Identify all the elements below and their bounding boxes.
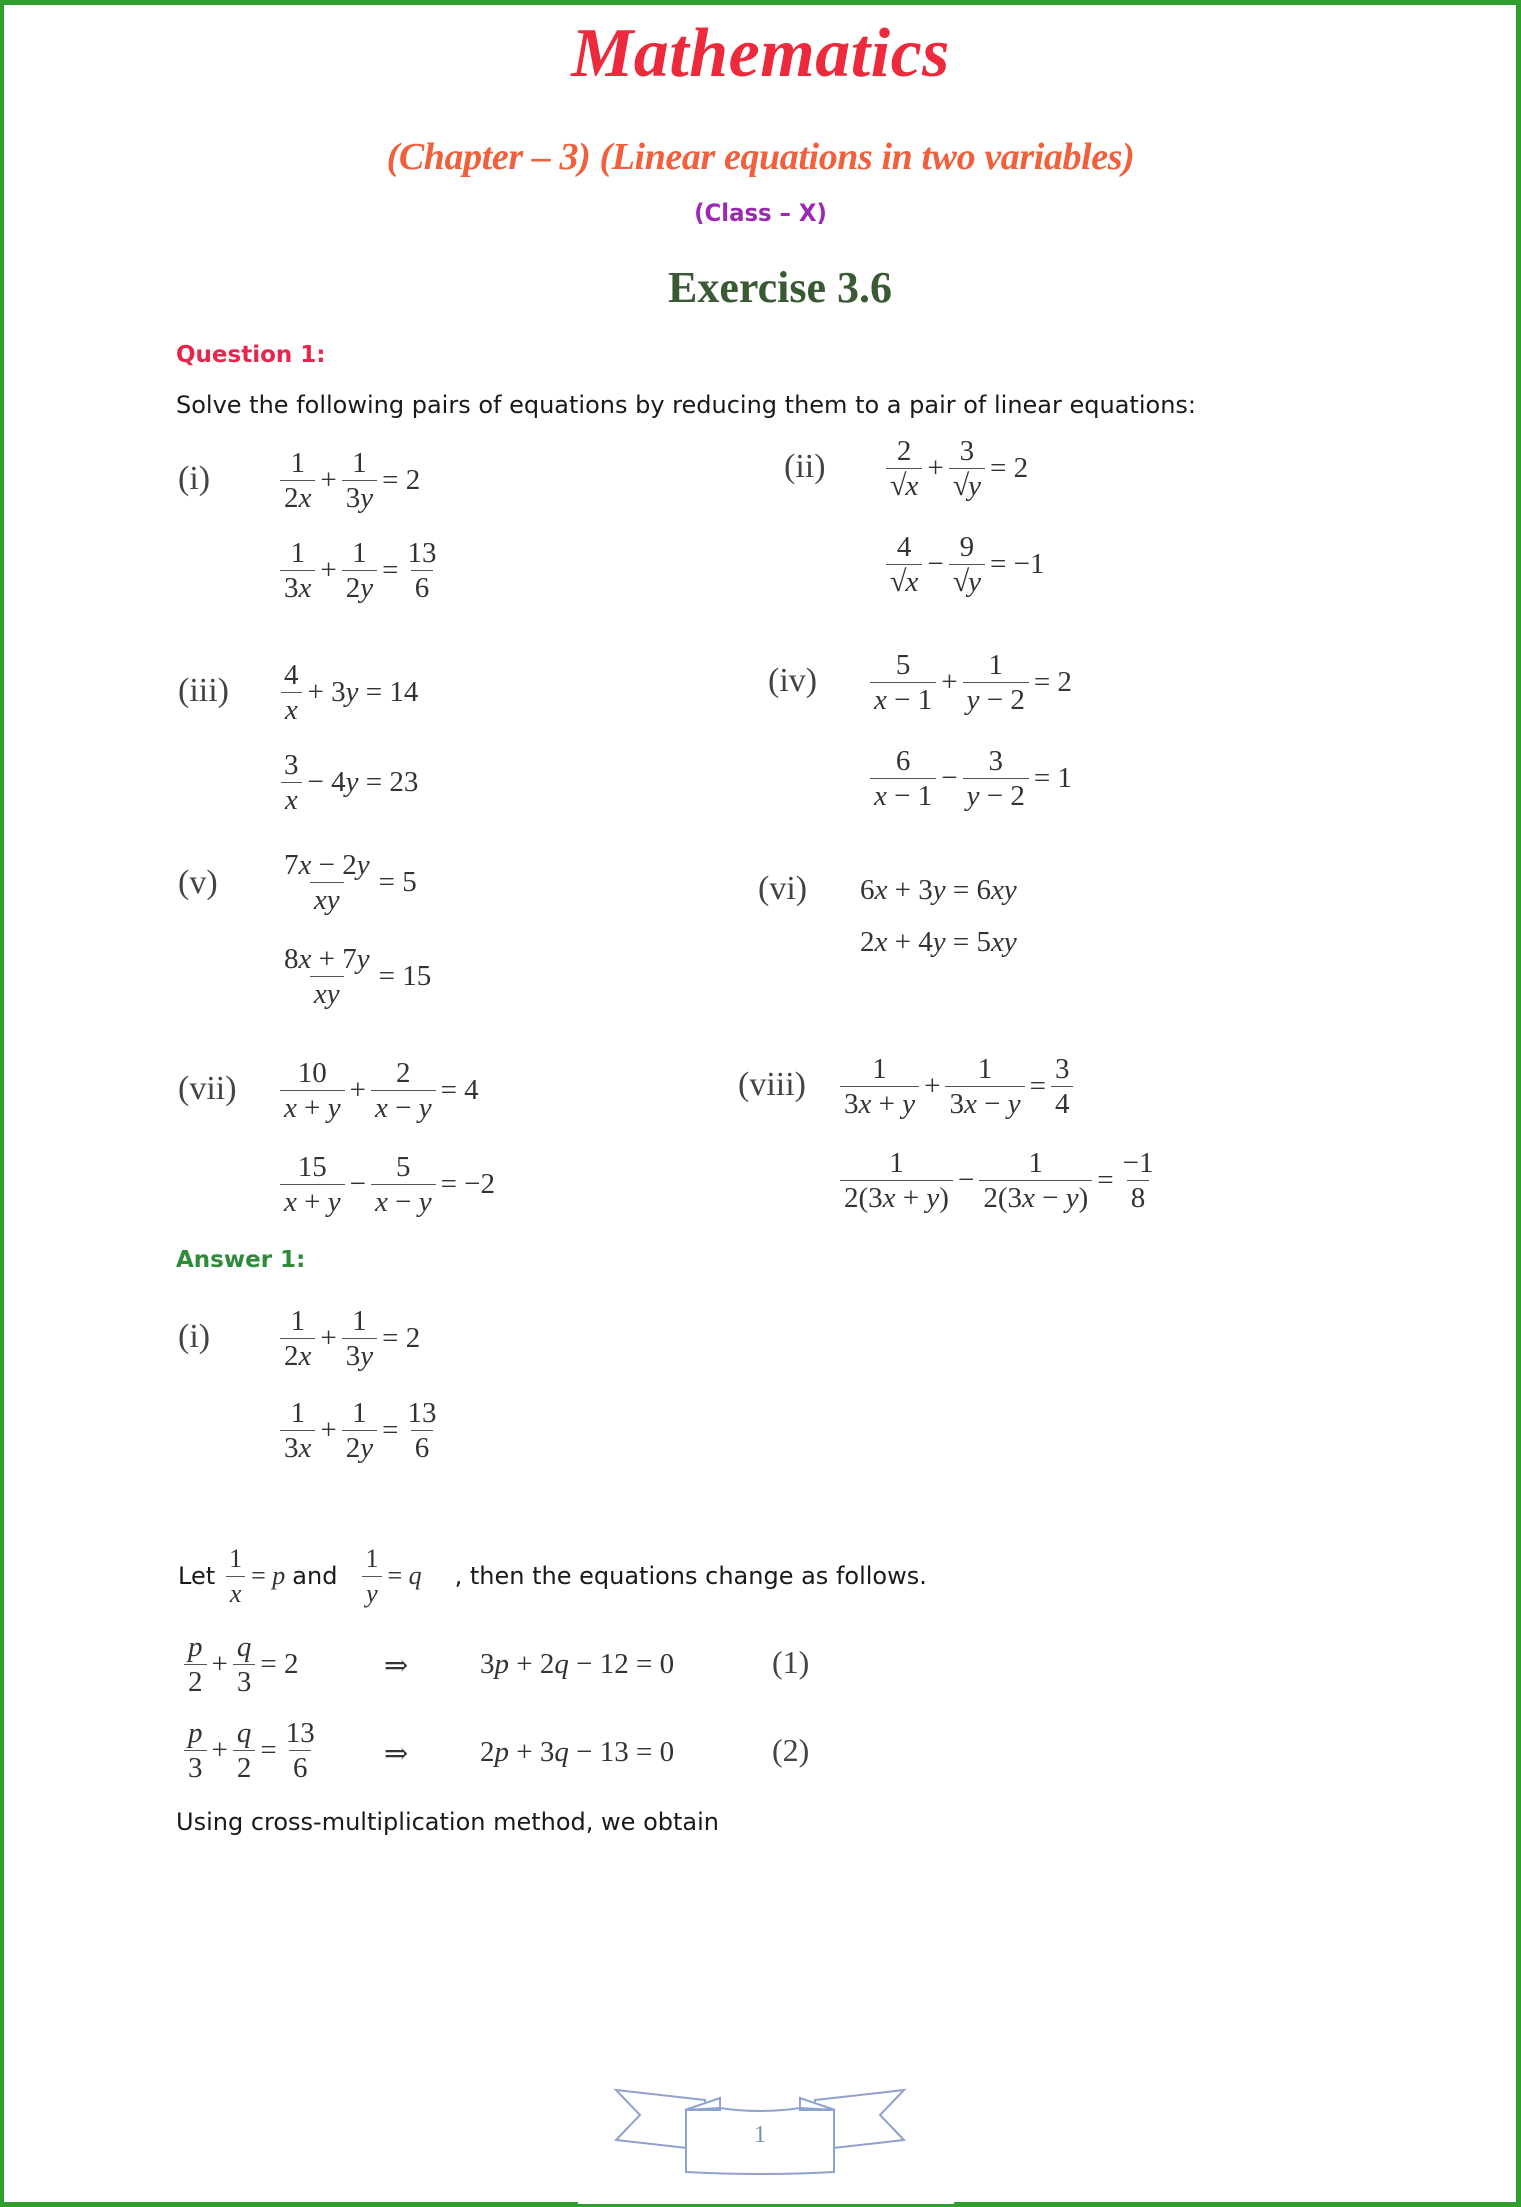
part-vii-eq2: $\frac{15}{x + y}$ − $\frac{5}{x - y}$ = −2 [278, 1150, 498, 1219]
answer-part-i-label: (i) [178, 1318, 211, 1355]
part-iv-eq2: $\frac{6}{x - 1}$ − $\frac{3}{y - 2}$ = 1 [868, 744, 1075, 813]
step-2-tag: (2) [772, 1732, 810, 1768]
substitution-tail: , then the equations change as follows. [454, 1562, 927, 1590]
part-viii-label: (viii) [738, 1066, 806, 1103]
exercise-title: Exercise 3.6 [667, 263, 893, 312]
part-i-label: (i) [178, 460, 211, 497]
question-prompt: Solve the following pairs of equations by reducing them to a pair of linear equations: [176, 391, 1196, 419]
part-vi-eq1: 6x + 3y = 6xy [860, 874, 1017, 906]
step-2-arrow: ⇒ [384, 1738, 409, 1770]
part-viii-eq2: $\frac{1}{2(3x + y)}$ − $\frac{1}{2(3x - y)}$ = $\frac{-1}{8}$ [838, 1146, 1159, 1215]
part-iii-label: (iii) [178, 672, 229, 709]
part-ii-label: (ii) [784, 448, 826, 485]
part-iv-label: (iv) [768, 662, 818, 699]
part-i-eq1: $\frac{1}{2x}$ + $\frac{1}{3y}$ = 2 [278, 446, 423, 515]
step-2-lhs: $\frac{p}{3}$ + $\frac{q}{2}$ = $\frac{13}{6}$ [182, 1716, 321, 1785]
class-label: (Class – X) [694, 199, 827, 227]
sub-p: $\frac{1}{x}$ = p [223, 1542, 288, 1611]
part-iii-eq2: $\frac{3}{x}$ − 4y = 23 [278, 748, 421, 817]
substitution-line [178, 1536, 927, 1616]
step-2-rhs: 2p + 3q − 13 = 0 [480, 1736, 675, 1768]
answer-eq1: $\frac{1}{2x}$ + $\frac{1}{3y}$ = 2 [278, 1304, 423, 1373]
closing-text: Using cross-multiplication method, we obtain [176, 1808, 719, 1836]
chapter-title: (Chapter – 3) (Linear equations in two variables) [386, 136, 1135, 178]
step-1-lhs: $\frac{p}{2}$ + $\frac{q}{3}$ = 2 [182, 1630, 301, 1699]
part-v-eq1: $\frac{7x - 2y}{xy}$ = 5 [284, 849, 417, 916]
page-number: 1 [754, 2122, 766, 2148]
step-1-arrow: ⇒ [384, 1650, 409, 1682]
part-viii-eq1: $\frac{1}{3x + y}$ + $\frac{1}{3x - y}$ = $\frac{3}{4}$ [838, 1052, 1075, 1121]
and-word: and [292, 1562, 338, 1590]
step-1-rhs: 3p + 2q − 12 = 0 [480, 1648, 675, 1680]
part-v-label: (v) [178, 864, 218, 901]
bottom-border-gap [578, 2202, 954, 2204]
answer-label: Answer 1: [176, 1247, 306, 1273]
subject-title: Mathematics [571, 15, 950, 92]
question-label: Question 1: [176, 342, 326, 368]
part-iii-eq1: $\frac{4}{x}$ + 3y = 14 [278, 658, 421, 727]
part-vi-eq2: 2x + 4y = 5xy [860, 926, 1017, 958]
step-1-tag: (1) [772, 1644, 810, 1680]
sub-q: $\frac{1}{y}$ = q [359, 1542, 424, 1611]
answer-eq2: $\frac{1}{3x}$ + $\frac{1}{2y}$ = $\frac{13}{6}$ [278, 1396, 442, 1465]
part-vii-label: (vii) [178, 1070, 237, 1107]
part-vii-eq1: $\frac{10}{x + y}$ + $\frac{2}{x - y}$ = 4 [278, 1056, 482, 1125]
part-v-eq2: $\frac{8x + 7y}{xy}$ = 15 [284, 943, 432, 1010]
part-ii-eq1: 2 √ x + 3 √ y = 2 [884, 434, 1031, 503]
part-ii-eq2: 4 √ x − 9 √ y = −1 [884, 530, 1048, 599]
part-iv-eq1: $\frac{5}{x - 1}$ + $\frac{1}{y - 2}$ = 2 [868, 648, 1075, 717]
let-word: Let [178, 1562, 216, 1590]
part-vi-label: (vi) [758, 870, 808, 907]
part-i-eq2: $\frac{1}{3x}$ + $\frac{1}{2y}$ = $\frac{13}{6}$ [278, 536, 442, 605]
